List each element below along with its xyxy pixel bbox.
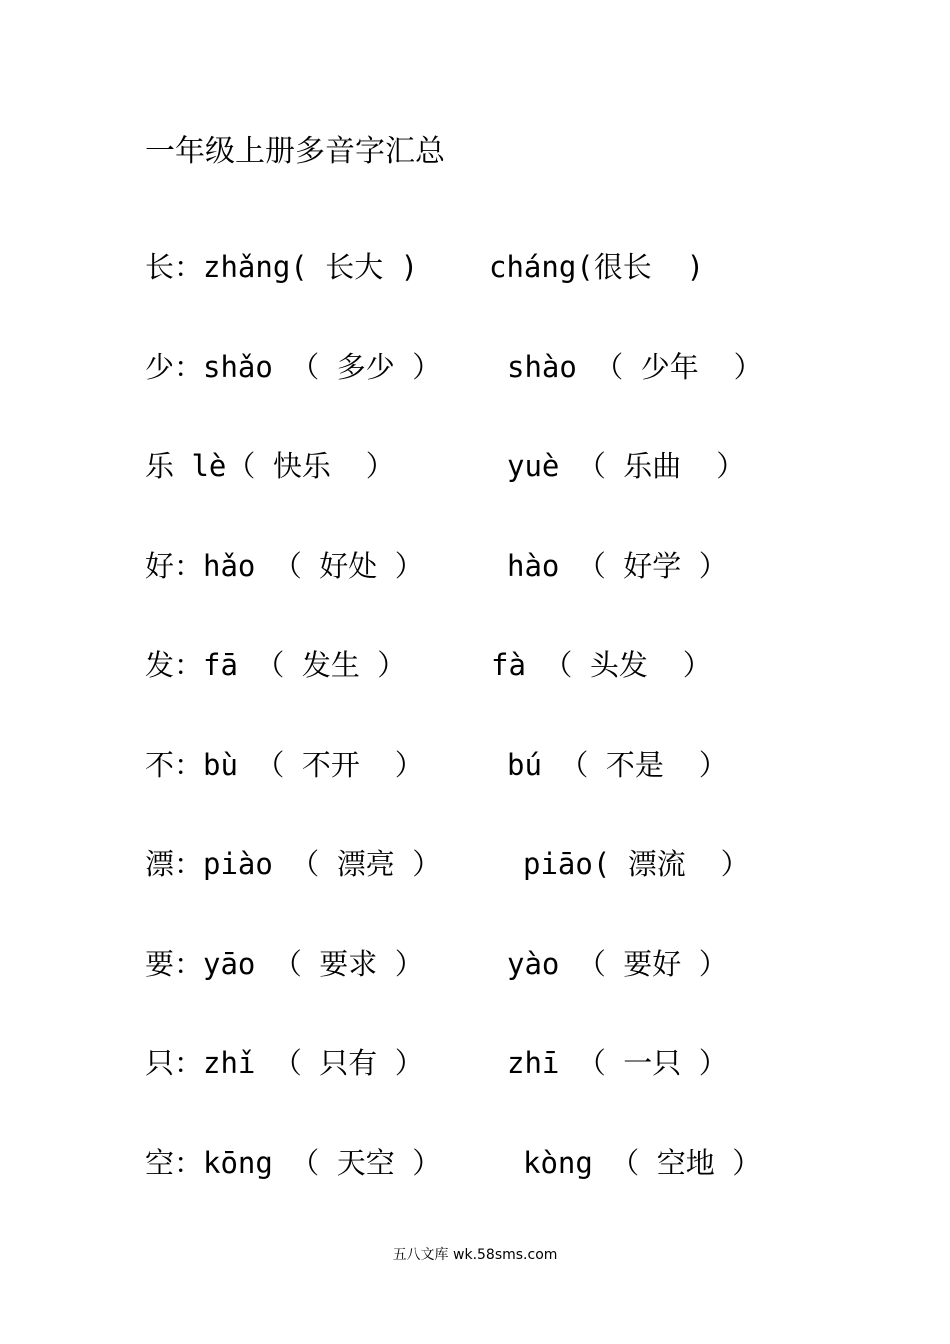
reading-left: 少：shǎo （ 多少 ）	[145, 350, 442, 384]
reading-right: yào （ 要好 ）	[507, 947, 728, 981]
reading-right: zhī （ 一只 ）	[507, 1046, 728, 1080]
reading-right: cháng(很长 )	[489, 250, 705, 284]
list-item	[0, 245, 950, 289]
reading-right: hào （ 好学 ）	[507, 549, 728, 583]
reading-left: 不：bù （ 不开 ）	[145, 748, 424, 782]
reading-left: 只：zhǐ （ 只有 ）	[145, 1046, 424, 1080]
reading-right: yuè （ 乐曲 ）	[507, 449, 746, 483]
reading-left: 发：fā （ 发生 ）	[145, 648, 407, 682]
list-item	[0, 743, 950, 787]
list-item	[0, 643, 950, 687]
reading-left: 要：yāo （ 要求 ）	[145, 947, 424, 981]
reading-left: 好：hǎo （ 好处 ）	[145, 549, 424, 583]
reading-left: 长：zhǎng( 长大 )	[145, 250, 419, 284]
list-item	[0, 544, 950, 588]
list-item	[0, 942, 950, 986]
reading-right: kòng （ 空地 ）	[523, 1146, 762, 1180]
list-item	[0, 1041, 950, 1085]
page-title: 一年级上册多音字汇总	[145, 134, 445, 169]
reading-right: piāo( 漂流 ）	[523, 847, 750, 881]
reading-left: 漂：piào （ 漂亮 ）	[145, 847, 442, 881]
reading-right: fà （ 头发 ）	[491, 648, 712, 682]
list-item	[0, 842, 950, 886]
list-item	[0, 444, 950, 488]
list-item	[0, 345, 950, 389]
reading-right: shào （ 少年 ）	[507, 350, 763, 384]
reading-right: bú （ 不是 ）	[507, 748, 728, 782]
reading-left: 乐 lè（ 快乐 ）	[145, 449, 395, 483]
list-item	[0, 1141, 950, 1185]
footer-watermark: 五八文库 wk.58sms.com	[392, 1247, 558, 1263]
reading-left: 空：kōng （ 天空 ）	[145, 1146, 442, 1180]
